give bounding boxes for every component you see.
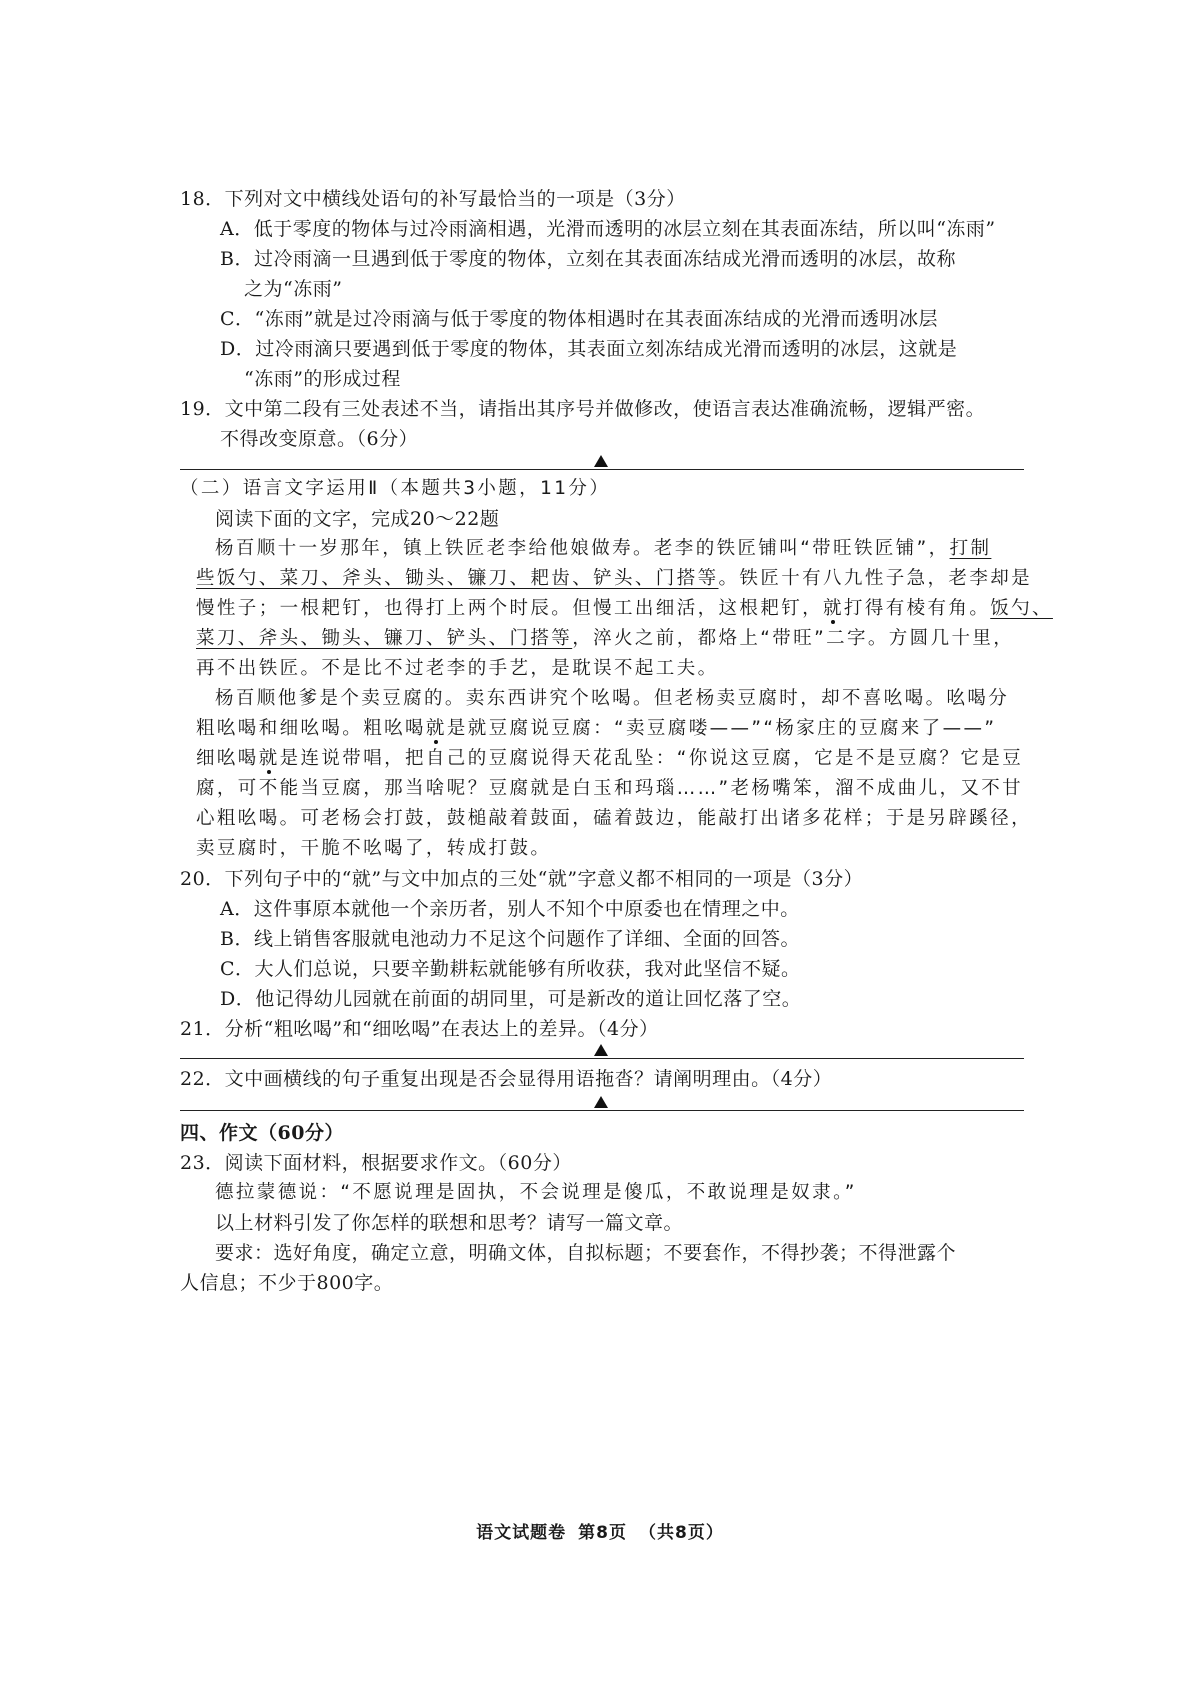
q23-quote: 德拉蒙德说：“不愿说理是固执，不会说理是傻瓜，不敢说理是奴隶。” [215, 1182, 857, 1203]
q19-stem: 19．文中第二段有三处表述不当，请指出其序号并做修改，使语言表达准确流畅，逻辑严密。 [180, 398, 986, 420]
passage-text: 是连说带唱，把自己的豆腐说得天花乱坠：“你说这豆腐，它是不是豆腐？它是豆 [279, 748, 1024, 769]
dotted-char-jiu: 就 [425, 718, 447, 739]
footer-subject: 语文试题卷 [476, 1523, 567, 1543]
answer-line [180, 469, 1024, 470]
q20-option-c: C．大人们总说，只要辛勤耕耘就能够有所收获，我对此坚信不疑。 [220, 958, 801, 980]
answer-line [180, 1110, 1024, 1111]
q18-option-a: A．低于零度的物体与过冷雨滴相遇，光滑而透明的冰层立刻在其表面冻结，所以叫“冻雨” [220, 218, 996, 240]
passage-text: 杨百顺十一岁那年，镇上铁匠老李给他娘做寿。老李的铁匠铺叫“带旺铁匠铺”， [215, 538, 950, 559]
answer-marker-triangle [594, 1044, 608, 1056]
passage-line [215, 534, 991, 564]
q18-option-c: C．“冻雨”就是过冷雨滴与低于零度的物体相遇时在其表面冻结成的光滑而透明冰层 [220, 308, 938, 330]
q19-stem-cont: 不得改变原意。（6分） [220, 428, 419, 450]
q23-prompt: 以上材料引发了你怎样的联想和思考？请写一篇文章。 [215, 1212, 684, 1234]
footer-total-pages: （共8页） [639, 1523, 724, 1543]
passage-text: 慢性子；一根耙钉，也得打上两个时辰。但慢工出细活，这根耙钉， [196, 598, 824, 619]
answer-marker-triangle [594, 1096, 608, 1108]
dotted-char-jiu: 就 [258, 748, 280, 769]
q18-option-b: B．过冷雨滴一旦遇到低于零度的物体，立刻在其表面冻结成光滑而透明的冰层，故称 [220, 248, 956, 270]
passage-line [196, 624, 1038, 654]
q22-stem: 22．文中画横线的句子重复出现是否会显得用语拖沓？请阐明理由。（4分） [180, 1068, 833, 1090]
section-4-title: 四、作文（60分） [180, 1122, 344, 1144]
q20-option-a: A．这件事原本就他一个亲历者，别人不知个中原委也在情理之中。 [220, 898, 800, 920]
passage-text: ，淬火之前，都烙上“带旺”二字。方圆几十里， [572, 628, 1015, 649]
underlined-sentence: 些饭勺、菜刀、斧头、锄头、镰刀、耙齿、铲头、门搭等 [196, 568, 719, 589]
q20-stem: 20．下列句子中的“就”与文中加点的三处“就”字意义都不相同的一项是（3分） [180, 868, 864, 890]
passage-line: 杨百顺他爹是个卖豆腐的。卖东西讲究个吆喝。但老杨卖豆腐时，却不喜吆喝。吆喝分 [215, 688, 1010, 709]
section-2-instruction: 阅读下面的文字，完成20～22题 [215, 508, 500, 530]
passage-line [196, 714, 1038, 744]
q18-option-d: D．过冷雨滴只要遇到低于零度的物体，其表面立刻冻结成光滑而透明的冰层，这就是 [220, 338, 958, 360]
passage-line [196, 594, 1053, 624]
answer-marker-triangle [594, 455, 608, 467]
passage-text: 打得有棱有角。 [843, 598, 991, 619]
q18-option-b-cont: 之为“冻雨” [244, 278, 343, 300]
answer-line [180, 1058, 1024, 1059]
passage-line: 卖豆腐时，干脆不吆喝了，转成打鼓。 [196, 838, 552, 859]
passage-line [196, 744, 1038, 774]
footer-page-number: 第8页 [578, 1523, 627, 1543]
page-footer [0, 1518, 1200, 1543]
passage-line: 心粗吆喝。可老杨会打鼓，鼓槌敲着鼓面，磕着鼓边，能敲打出诸多花样；于是另辟蹊径， [196, 808, 1033, 829]
underlined-sentence: 菜刀、斧头、锄头、镰刀、铲头、门搭等 [196, 628, 573, 649]
dotted-char-jiu: 就 [823, 598, 844, 619]
underlined-sentence: 打制 [949, 538, 992, 559]
section-2-title: （二）语言文字运用Ⅱ（本题共3小题，11分） [180, 478, 611, 499]
passage-text: 。铁匠十有八九性子急，老李却是 [718, 568, 1033, 589]
underlined-sentence: 饭勺、 [990, 598, 1053, 619]
passage-line: 再不出铁匠。不是比不过老李的手艺，是耽误不起工夫。 [196, 658, 719, 679]
passage-line [196, 564, 1038, 594]
passage-text: 细吆喝 [196, 748, 259, 769]
q20-option-b: B．线上销售客服就电池动力不足这个问题作了详细、全面的回答。 [220, 928, 800, 950]
q20-option-d: D．他记得幼儿园就在前面的胡同里，可是新改的道让回忆落了空。 [220, 988, 802, 1010]
passage-text: 是就豆腐说豆腐：“卖豆腐喽——”“杨家庄的豆腐来了——” [446, 718, 997, 739]
q18-stem: 18．下列对文中横线处语句的补写最恰当的一项是（3分） [180, 188, 686, 210]
q23-stem: 23．阅读下面材料，根据要求作文。（60分） [180, 1152, 572, 1174]
q18-option-d-cont: “冻雨”的形成过程 [244, 368, 401, 390]
q23-requirements: 要求：选好角度，确定立意，明确文体，自拟标题；不要套作，不得抄袭；不得泄露个 [215, 1242, 957, 1264]
passage-line: 腐，可不能当豆腐，那当啥呢？豆腐就是白玉和玛瑙……”老杨嘴笨，溜不成曲儿，又不甘 [196, 778, 1024, 799]
q21-stem: 21．分析“粗吆喝”和“细吆喝”在表达上的差异。（4分） [180, 1018, 659, 1040]
passage-text: 粗吆喝和细吆喝。粗吆喝 [196, 718, 426, 739]
q23-requirements-cont: 人信息；不少于800字。 [180, 1272, 394, 1294]
